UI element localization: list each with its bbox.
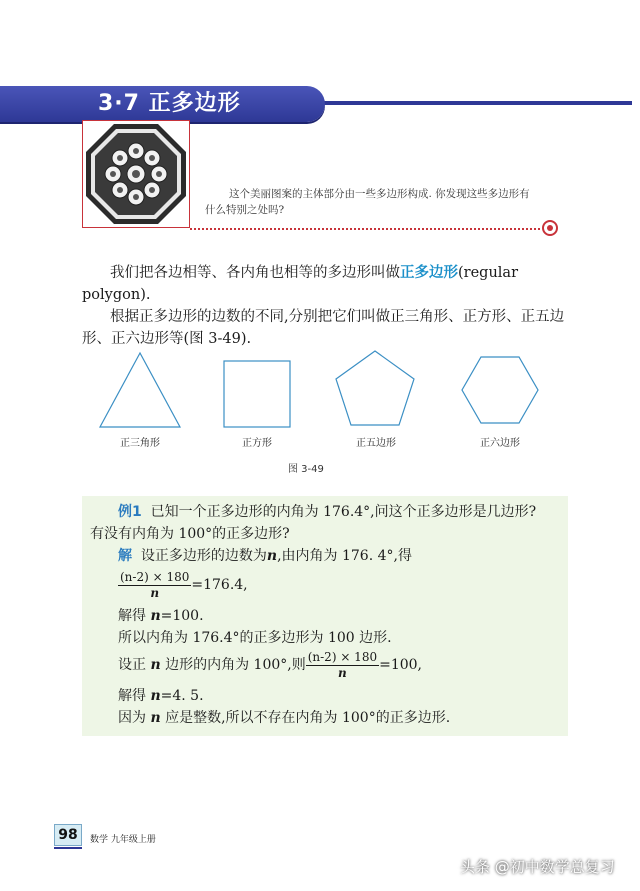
solution-line-2	[118, 606, 204, 626]
fraction-numerator: (n-2) × 180	[120, 569, 190, 584]
example-box	[82, 496, 568, 736]
fraction-numerator: (n-2) × 180	[307, 649, 378, 664]
var-n: n	[150, 657, 161, 673]
definition-line-2: polygon).	[82, 287, 151, 303]
caption-line-1: 这个美丽图案的主体部分由一些多边形构成. 你发现这些多边形有	[229, 188, 530, 200]
example-question-line-1	[118, 502, 536, 522]
pentagon-shape	[336, 351, 414, 425]
page-number: 98	[54, 824, 82, 846]
fraction-denominator: n	[338, 665, 347, 680]
solution-line-3: 所以内角为 176.4°的正多边形为 100 边形.	[118, 630, 392, 646]
var-n: n	[150, 608, 161, 624]
sol-text: 边形的内角为 100°,则	[165, 657, 306, 673]
solution-label: 解	[118, 548, 132, 564]
solution-line-5	[118, 686, 204, 706]
book-info: 数学 九年级上册	[90, 835, 156, 845]
footer-rule	[54, 847, 82, 849]
equation-rhs: =176.4,	[191, 577, 248, 593]
definition-english: (regular	[458, 265, 519, 281]
question-text-1: 已知一个正多边形的内角为 176.4°,问这个正多边形是几边形?	[150, 504, 537, 520]
figure-caption: 图 3-49	[288, 464, 324, 475]
sol-text: 解得	[118, 608, 146, 624]
example-label: 例1	[118, 504, 142, 520]
solution-line-6	[118, 708, 450, 728]
label-triangle: 正三角形	[120, 438, 160, 449]
fraction-1	[118, 570, 191, 601]
header-rule	[320, 101, 632, 105]
regular-polygons-figure	[90, 345, 550, 435]
triangle-shape	[100, 353, 180, 427]
image-caption	[205, 186, 565, 218]
equation-line-1	[118, 568, 248, 602]
example-question-line-2: 有没有内角为 100°的正多边形?	[90, 526, 290, 542]
term-regular-polygon: 正多边形	[400, 265, 458, 281]
section-title: 3·7 正多边形	[98, 91, 241, 116]
sol-text: 设正多边形的边数为	[140, 548, 267, 564]
watermark-text: 头条 @初中数学总复习	[460, 858, 615, 876]
var-n: n	[150, 710, 161, 726]
label-hexagon: 正六边形	[480, 438, 520, 449]
sol-text: =100.	[160, 608, 204, 624]
sol-text: 解得	[118, 688, 146, 704]
sol-text: =4. 5.	[160, 688, 204, 704]
var-n: n	[150, 688, 161, 704]
definition-line-1	[110, 262, 518, 284]
hexagon-shape	[462, 357, 538, 423]
label-square: 正方形	[242, 438, 272, 449]
sol-text: 应是整数,所以不存在内角为 100°的正多边形.	[165, 710, 451, 726]
sol-text: 因为	[118, 710, 146, 726]
var-n: n	[266, 548, 278, 564]
label-pentagon: 正五边形	[356, 438, 396, 449]
naming-line-1: 根据正多边形的边数的不同,分别把它们叫做正三角形、正方形、正五边	[110, 309, 565, 325]
sol-text: ,由内角为 176. 4°,得	[277, 548, 412, 564]
octagon-pattern-image	[82, 120, 190, 228]
square-shape	[224, 361, 290, 427]
target-dot-icon	[542, 220, 558, 236]
caption-line-2: 什么特别之处吗?	[205, 204, 285, 216]
equation-rhs: =100,	[379, 657, 422, 673]
fraction-denominator: n	[150, 585, 160, 600]
dotted-divider	[190, 228, 540, 230]
fraction-2	[306, 650, 379, 681]
sol-text: 设正	[118, 657, 146, 673]
solution-line-4	[118, 648, 422, 682]
definition-text: 我们把各边相等、各内角也相等的多边形叫做	[110, 265, 400, 281]
solution-line-1	[118, 546, 412, 566]
naming-line-2: 形、正六边形等(图 3-49).	[82, 331, 252, 347]
